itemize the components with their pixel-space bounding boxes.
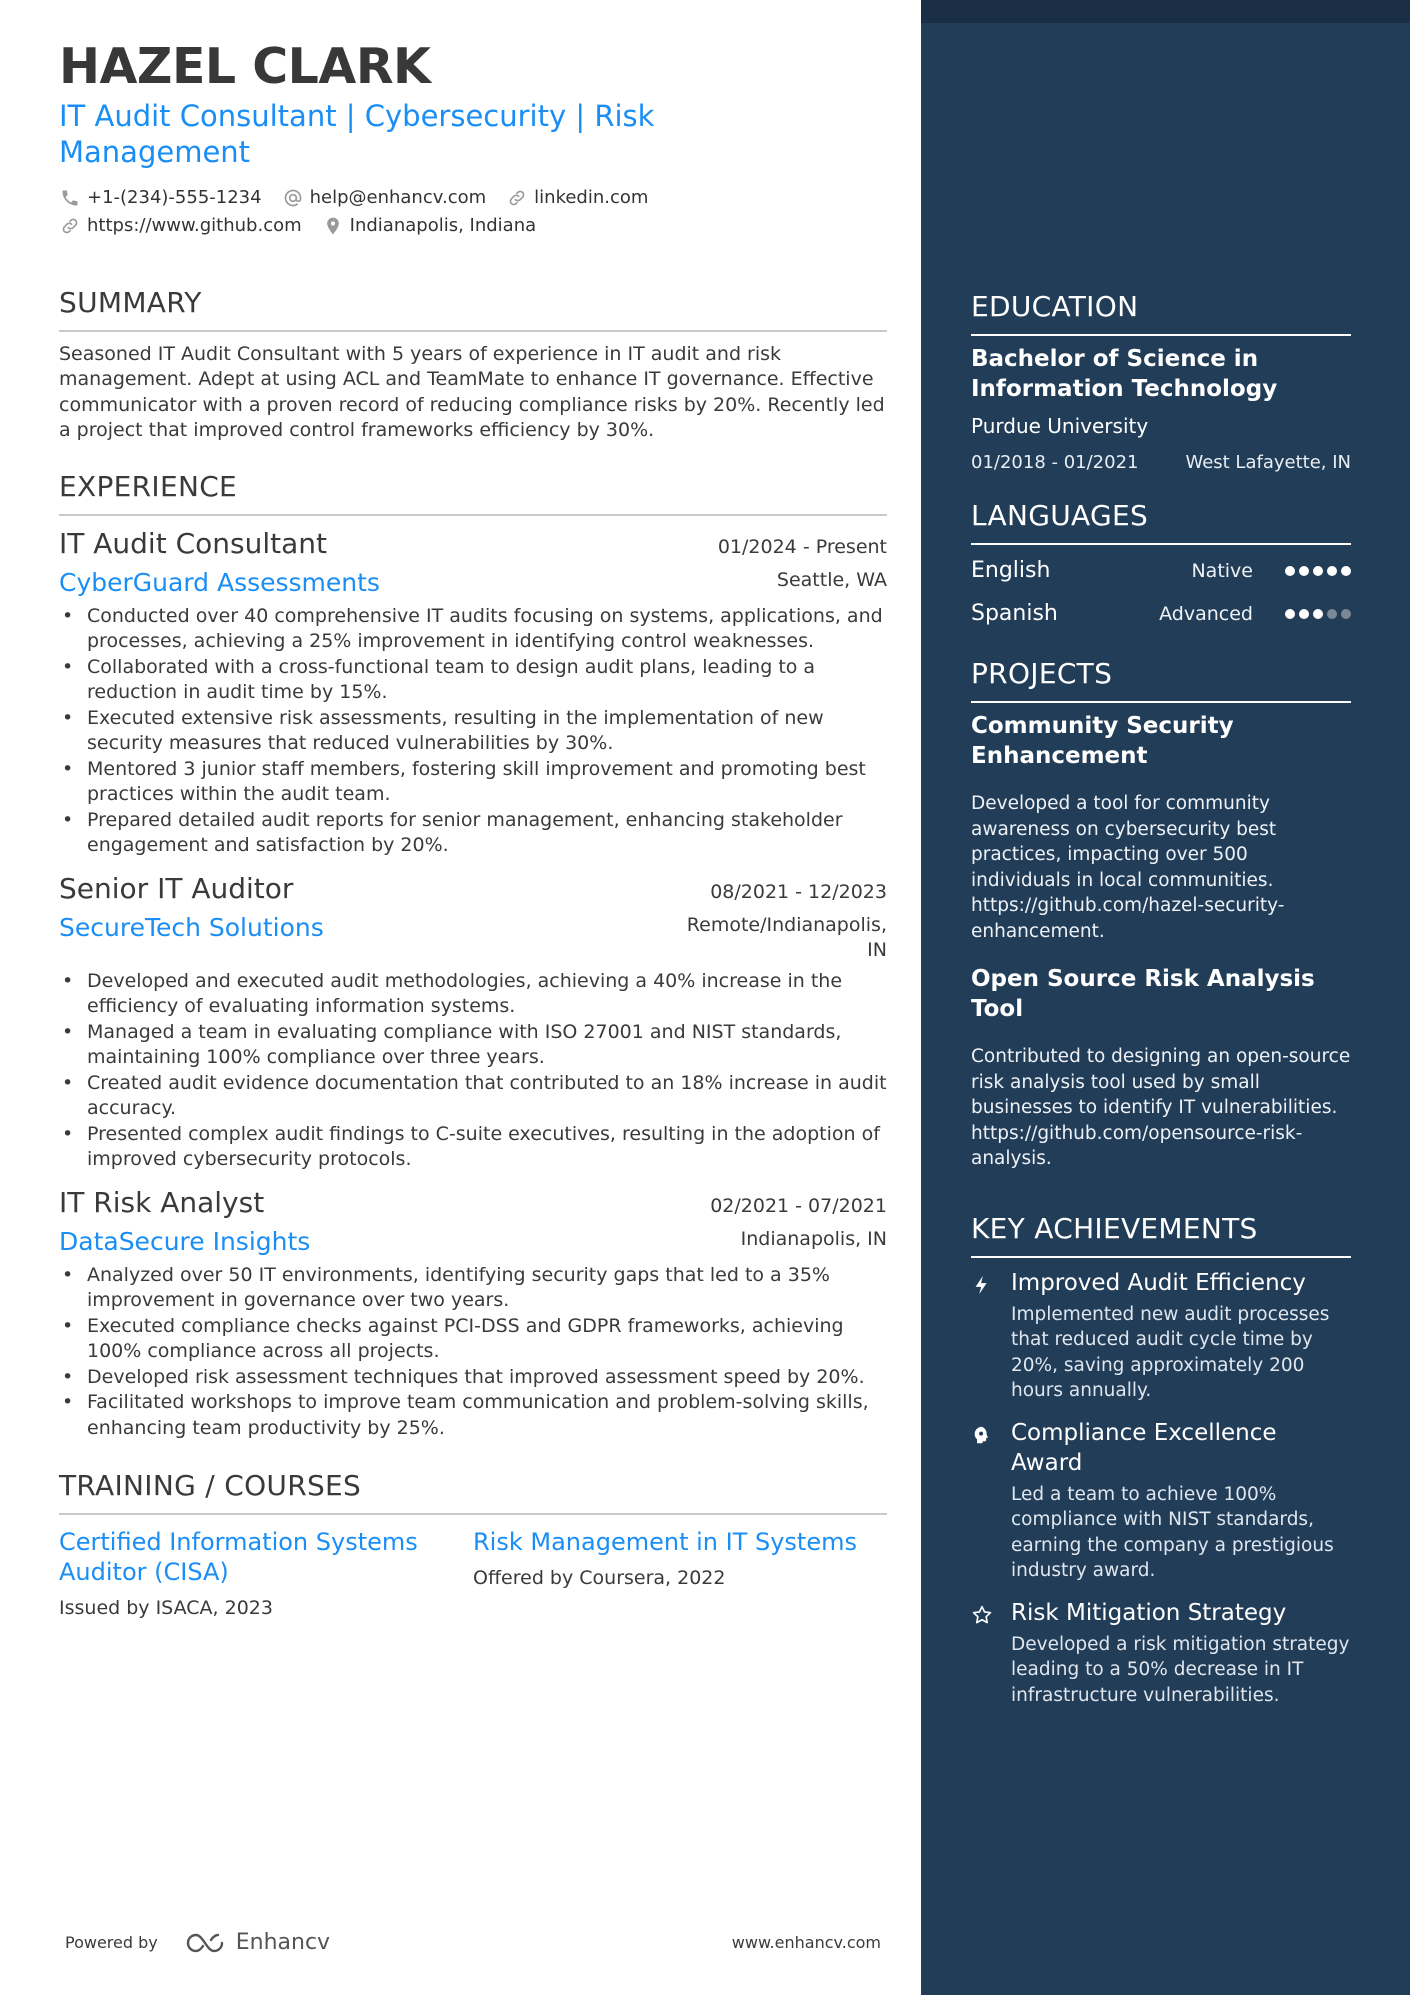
location-pin-icon (322, 215, 344, 237)
course-issuer: Offered by Coursera, 2022 (473, 1567, 726, 1590)
project-title: Open Source Risk Analysis Tool (971, 966, 1315, 1022)
degree-title: Bachelor of Science in Information Technology (971, 346, 1278, 402)
language-level: Native (1191, 559, 1253, 582)
course-title: Risk Management in IT Systems (473, 1528, 857, 1557)
achievement-description: Led a team to achieve 100% compliance with NIST standards, earning the company a prestigious industry award. (1011, 1483, 1334, 1581)
achievement-item (971, 1418, 1351, 1584)
achievement-item (971, 1598, 1351, 1709)
rating-dot-filled (1313, 566, 1323, 576)
job-bullet: • Managed a team in evaluating compliance with ISO 27001 and NIST standards, maintaining 100% compliance over three years. (87, 1020, 887, 1071)
rating-dot-filled (1313, 609, 1323, 619)
job-bullet: • Collaborated with a cross-functional team to design audit plans, leading to a reduction in audit time by 15%. (87, 655, 887, 706)
star-icon (971, 1598, 1011, 1709)
contact-info (59, 184, 887, 240)
job-location: Indianapolis, IN (740, 1227, 887, 1250)
powered-by-text: Powered by (65, 1933, 158, 1952)
at-icon (282, 187, 304, 209)
sidebar-column (971, 290, 1351, 1708)
job-bullet: • Developed and executed audit methodologies, achieving a 40% increase in the efficiency of evaluating information systems. (87, 969, 887, 1020)
training-title: TRAINING / COURSES (59, 1469, 887, 1515)
footer (65, 1930, 881, 1955)
language-rating (1285, 566, 1351, 576)
contact-github[interactable] (59, 215, 302, 237)
job-dates: 02/2021 - 07/2021 (710, 1194, 887, 1217)
education-location: West Lafayette, IN (1185, 452, 1351, 473)
job-dates: 08/2021 - 12/2023 (710, 880, 887, 903)
rating-dot-empty (1327, 609, 1337, 619)
training-section (59, 1469, 887, 1619)
job-bullet: • Conducted over 40 comprehensive IT audits focusing on systems, applications, and processes, achieving a 25% improvement in identifying control weaknesses. (87, 604, 887, 655)
contact-location (322, 215, 537, 237)
language-level: Advanced (1159, 602, 1253, 625)
language-rating (1285, 609, 1351, 619)
job-bullet: • Prepared detailed audit reports for senior management, enhancing stakeholder engagement and satisfaction by 20%. (87, 808, 887, 859)
brain-icon (971, 1418, 1011, 1584)
rating-dot-filled (1299, 566, 1309, 576)
achievements-title: KEY ACHIEVEMENTS (971, 1212, 1351, 1258)
summary-text: Seasoned IT Audit Consultant with 5 years of experience in IT audit and risk management. Adept at using ACL and TeamMate to enhance IT governance. Effective communicator with a proven record of reducing compliance risks by 20%. Recently led a project that improved control frameworks efficiency by 30%. (59, 342, 885, 442)
github-text: https://www.github.com (87, 215, 302, 237)
candidate-name: HAZEL CLARK (59, 38, 431, 95)
language-item (971, 549, 1351, 592)
phone-text: +1-(234)-555-1234 (87, 187, 262, 209)
footer-url[interactable]: www.enhancv.com (731, 1933, 881, 1952)
link-icon (59, 215, 81, 237)
job-company: DataSecure Insights (59, 1226, 311, 1256)
experience-section (59, 470, 887, 1442)
headline: IT Audit Consultant | Cybersecurity | Risk Management (59, 98, 655, 169)
job-location: Remote/Indianapolis, IN (686, 913, 887, 961)
job-bullet: • Created audit evidence documentation that contributed to an 18% increase in audit accuracy. (87, 1071, 887, 1122)
achievements-section (971, 1212, 1351, 1709)
email-text: help@enhancv.com (309, 187, 487, 209)
job-bullet: • Developed risk assessment techniques that improved assessment speed by 20%. (87, 1365, 887, 1391)
location-text: Indianapolis, Indiana (349, 215, 537, 237)
link-icon (506, 187, 528, 209)
rating-dot-filled (1285, 566, 1295, 576)
achievement-title: Risk Mitigation Strategy (1011, 1599, 1287, 1626)
achievement-description: Developed a risk mitigation strategy leading to a 50% decrease in IT infrastructure vulnerabilities. (1011, 1633, 1350, 1706)
job-bullet: • Mentored 3 junior staff members, fostering skill improvement and promoting best practices within the audit team. (87, 757, 887, 808)
job-bullet: • Executed compliance checks against PCI-DSS and GDPR frameworks, achieving 100% compliance across all projects. (87, 1314, 887, 1365)
contact-phone[interactable] (59, 187, 262, 209)
contact-email[interactable] (282, 187, 487, 209)
job-bullet: • Presented complex audit findings to C-suite executives, resulting in the adoption of improved cybersecurity protocols. (87, 1122, 887, 1173)
job-bullet: • Executed extensive risk assessments, resulting in the implementation of new security measures that reduced vulnerabilities by 30%. (87, 706, 887, 757)
job-entry (59, 526, 887, 859)
languages-section (971, 499, 1351, 635)
school-name: Purdue University (971, 414, 1149, 438)
project-item (971, 964, 1351, 1172)
linkedin-text: linkedin.com (534, 187, 649, 209)
enhancv-logo[interactable] (184, 1930, 330, 1955)
achievement-item (971, 1268, 1351, 1404)
experience-title: EXPERIENCE (59, 470, 887, 516)
project-description: Developed a tool for community awareness on cybersecurity best practices, impacting over 500 individuals in local communities. https://github.com/hazel-security-enhancement. (971, 793, 1285, 942)
language-item (971, 592, 1351, 635)
phone-icon (59, 187, 81, 209)
enhancv-logo-icon (184, 1931, 230, 1955)
job-company: SecureTech Solutions (59, 912, 324, 942)
job-company: CyberGuard Assessments (59, 567, 380, 597)
rating-dot-filled (1341, 566, 1351, 576)
project-item (971, 711, 1351, 944)
job-bullets (59, 1263, 887, 1442)
education-dates: 01/2018 - 01/2021 (971, 452, 1139, 473)
job-bullets (59, 969, 887, 1173)
summary-section (59, 286, 887, 444)
job-entry (59, 1185, 887, 1442)
job-bullets (59, 604, 887, 859)
education-section (971, 290, 1351, 473)
job-title: IT Audit Consultant (59, 526, 327, 560)
education-title: EDUCATION (971, 290, 1351, 336)
summary-title: SUMMARY (59, 286, 887, 332)
job-bullet: • Analyzed over 50 IT environments, identifying security gaps that led to a 35% improvement in governance over two years. (87, 1263, 887, 1314)
languages-title: LANGUAGES (971, 499, 1351, 545)
job-bullet: • Facilitated workshops to improve team communication and problem-solving skills, enhancing team productivity by 25%. (87, 1390, 887, 1441)
rating-dot-filled (1299, 609, 1309, 619)
lightning-icon (971, 1268, 1011, 1404)
rating-dot-filled (1327, 566, 1337, 576)
job-title: IT Risk Analyst (59, 1185, 265, 1219)
course-item (473, 1527, 887, 1619)
job-entry (59, 871, 887, 1173)
sidebar-top-bar (921, 0, 1410, 23)
project-description: Contributed to designing an open-source risk analysis tool used by small businesses to identify IT vulnerabilities. https://github.com/opensource-risk-analysis. (971, 1046, 1351, 1169)
course-item (59, 1527, 473, 1619)
job-location: Seattle, WA (776, 568, 887, 591)
course-title: Certified Information Systems Auditor (CISA) (59, 1528, 418, 1587)
projects-title: PROJECTS (971, 657, 1351, 703)
course-issuer: Issued by ISACA, 2023 (59, 1597, 273, 1620)
enhancv-brand-text: Enhancv (235, 1930, 331, 1955)
achievement-description: Implemented new audit processes that reduced audit cycle time by 20%, saving approximately 200 hours annually. (1011, 1303, 1330, 1401)
contact-linkedin[interactable] (506, 187, 648, 209)
achievement-title: Improved Audit Efficiency (1011, 1269, 1306, 1296)
projects-section (971, 657, 1351, 1172)
main-column (59, 40, 887, 1619)
language-name: English (971, 558, 1051, 583)
project-title: Community Security Enhancement (971, 713, 1234, 769)
language-name: Spanish (971, 601, 1058, 626)
job-dates: 01/2024 - Present (717, 535, 887, 558)
rating-dot-empty (1341, 609, 1351, 619)
rating-dot-filled (1285, 609, 1295, 619)
job-title: Senior IT Auditor (59, 871, 294, 905)
achievement-title: Compliance Excellence Award (1011, 1419, 1277, 1476)
